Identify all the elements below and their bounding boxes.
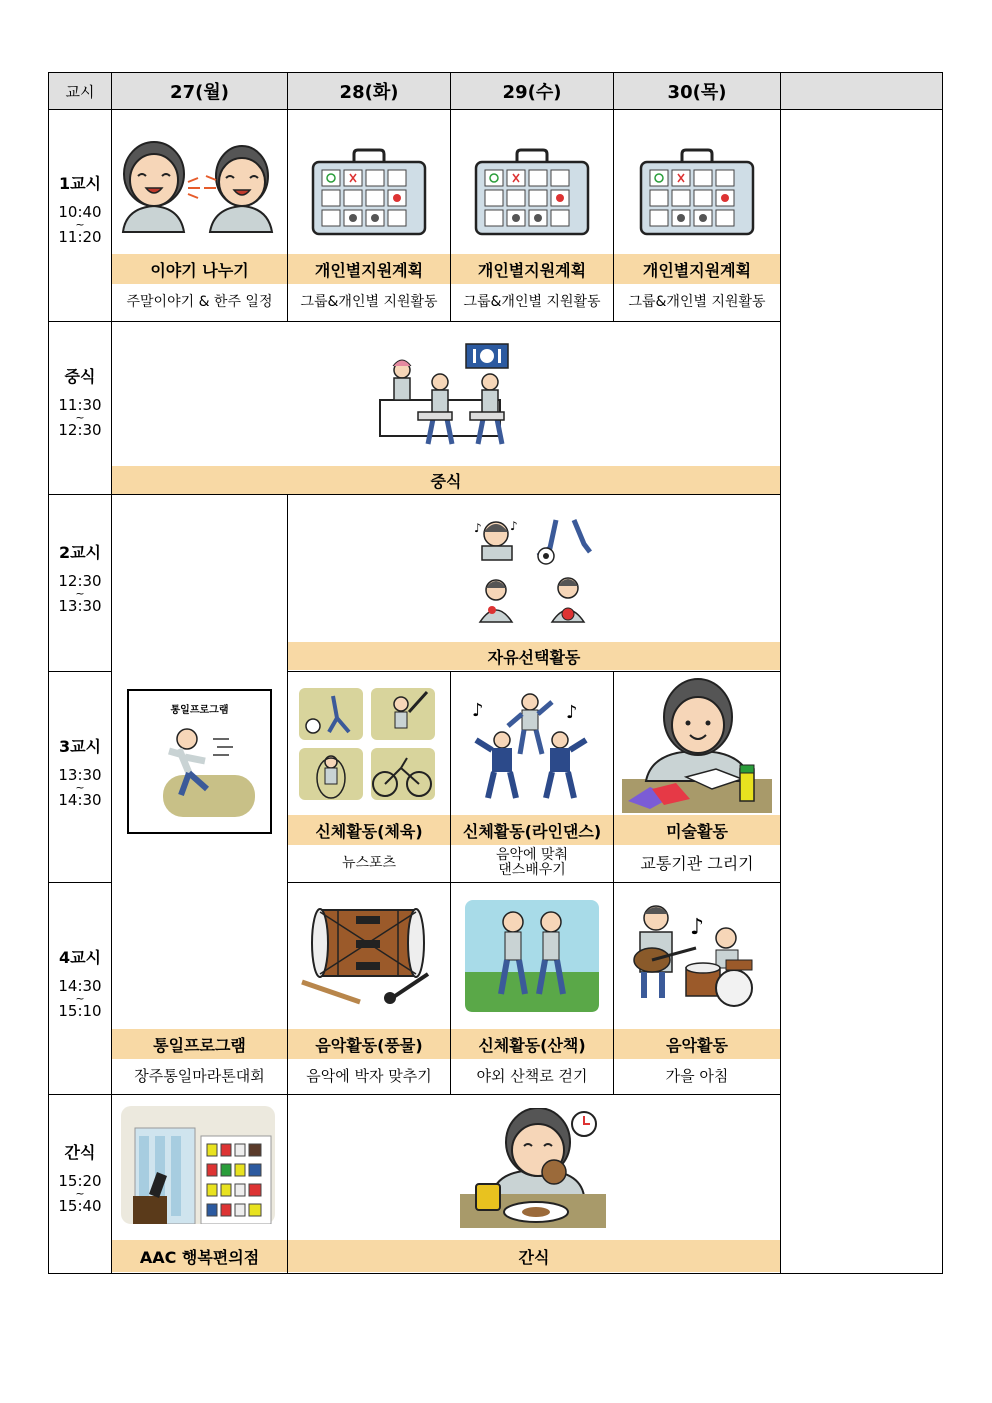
row-line <box>49 1094 780 1095</box>
convenience-store-icon <box>121 1106 275 1224</box>
period-start: 13:30 <box>58 766 102 784</box>
header-day-mon: 27(월) <box>170 82 229 103</box>
row-line <box>49 671 111 672</box>
free-activity-icon <box>470 518 600 626</box>
activity-title: 음악활동 <box>614 1029 780 1059</box>
row-line <box>49 321 780 322</box>
running-person-icon <box>139 719 261 827</box>
activity-title: 개인별지원계획 <box>614 254 780 284</box>
art-activity-icon <box>622 677 772 813</box>
period-2 <box>49 540 111 615</box>
period-name: 2교시 <box>58 543 102 562</box>
col-line <box>287 494 288 1273</box>
line-dance-icon <box>468 688 594 802</box>
activity-desc: 주말이야기 & 한주 일정 <box>126 293 273 310</box>
row-line <box>49 494 780 495</box>
activity-title: 신체활동(체육) <box>288 815 450 845</box>
activity-desc: 장주통일마라톤대회 <box>134 1067 265 1085</box>
activity-title: 이야기 나누기 <box>112 254 287 284</box>
activity-desc: 음악에 박자 맞추기 <box>306 1067 432 1085</box>
activity-title: 미술활동 <box>614 815 780 845</box>
schedule-board-icon <box>473 148 591 238</box>
unification-card <box>127 689 272 834</box>
schedule-board-icon <box>310 148 428 238</box>
period-snack <box>49 1140 111 1215</box>
period-lunch <box>49 364 111 439</box>
walking-icon <box>465 900 599 1012</box>
period-tilde: ~ <box>75 1187 85 1200</box>
activity-title: AAC 행복편의점 <box>112 1240 287 1272</box>
activity-title: 개인별지원계획 <box>288 254 450 284</box>
activity-title: 신체활동(라인댄스) <box>451 815 613 845</box>
period-name: 1교시 <box>58 174 102 193</box>
svg-text:♪: ♪ <box>690 915 705 940</box>
period-tilde: ~ <box>75 411 85 424</box>
period-tilde: ~ <box>75 992 85 1005</box>
activity-title: 간식 <box>288 1240 780 1272</box>
header-day-tue: 28(화) <box>339 82 399 103</box>
period-start: 11:30 <box>58 396 102 414</box>
eating-snack-icon <box>458 1108 608 1228</box>
col-line <box>780 73 781 1273</box>
period-start: 10:40 <box>58 203 102 221</box>
activity-desc: 그룹&개인별 지원활동 <box>628 293 766 310</box>
activity-title: 음악활동(풍물) <box>288 1029 450 1059</box>
period-end: 12:30 <box>58 421 102 439</box>
period-tilde: ~ <box>75 218 85 231</box>
activity-desc <box>451 846 613 880</box>
row-line <box>49 882 111 883</box>
period-name: 4교시 <box>58 948 102 967</box>
period-3 <box>49 734 111 809</box>
period-start: 12:30 <box>58 572 102 590</box>
activity-title: 개인별지원계획 <box>451 254 613 284</box>
activity-desc: 가을 아침 <box>665 1067 729 1085</box>
row-line <box>288 671 780 672</box>
activity-desc: 그룹&개인별 지원활동 <box>463 293 601 310</box>
period-start: 15:20 <box>58 1172 102 1190</box>
period-end: 14:30 <box>58 791 102 809</box>
period-end: 13:30 <box>58 597 102 615</box>
music-band-icon <box>622 904 764 1008</box>
period-4 <box>49 945 111 1020</box>
header-day-wed: 29(수) <box>502 82 562 103</box>
activity-title: 자유선택활동 <box>288 642 780 670</box>
activity-desc-line: 음악에 맞춰 <box>495 847 569 863</box>
cafeteria-icon <box>378 340 518 452</box>
svg-text:♪: ♪ <box>510 519 518 533</box>
period-end: 15:40 <box>58 1197 102 1215</box>
activity-desc: 야외 산책로 걷기 <box>476 1067 588 1085</box>
activity-title: 통일프로그램 <box>112 1029 287 1059</box>
activity-desc: 그룹&개인별 지원활동 <box>300 293 438 310</box>
svg-text:♪: ♪ <box>472 700 484 721</box>
schedule-board-icon <box>638 148 756 238</box>
svg-text:♪: ♪ <box>566 702 578 723</box>
unification-card-label: 통일프로그램 <box>170 705 229 716</box>
period-start: 14:30 <box>58 977 102 995</box>
period-end: 11:20 <box>58 228 102 246</box>
activity-desc-line: 댄스배우기 <box>498 862 566 878</box>
activity-desc: 뉴스포츠 <box>341 854 397 871</box>
period-tilde: ~ <box>75 781 85 794</box>
talking-people-icon <box>118 136 278 236</box>
drum-icon <box>298 900 438 1008</box>
sports-icon <box>297 686 439 804</box>
period-tilde: ~ <box>75 587 85 600</box>
row-line <box>49 109 942 110</box>
row-line <box>288 882 780 883</box>
header-period: 교시 <box>65 82 95 101</box>
period-name: 간식 <box>64 1143 96 1162</box>
period-name: 3교시 <box>58 737 102 756</box>
activity-desc: 교통기관 그리기 <box>640 853 754 873</box>
activity-title: 신체활동(산책) <box>451 1029 613 1059</box>
period-end: 15:10 <box>58 1002 102 1020</box>
header-day-thu: 30(목) <box>667 82 727 103</box>
period-name: 중식 <box>64 367 96 386</box>
col-line <box>111 73 112 1273</box>
svg-text:♪: ♪ <box>474 521 482 535</box>
activity-title: 중식 <box>112 466 780 494</box>
period-1 <box>49 171 111 246</box>
